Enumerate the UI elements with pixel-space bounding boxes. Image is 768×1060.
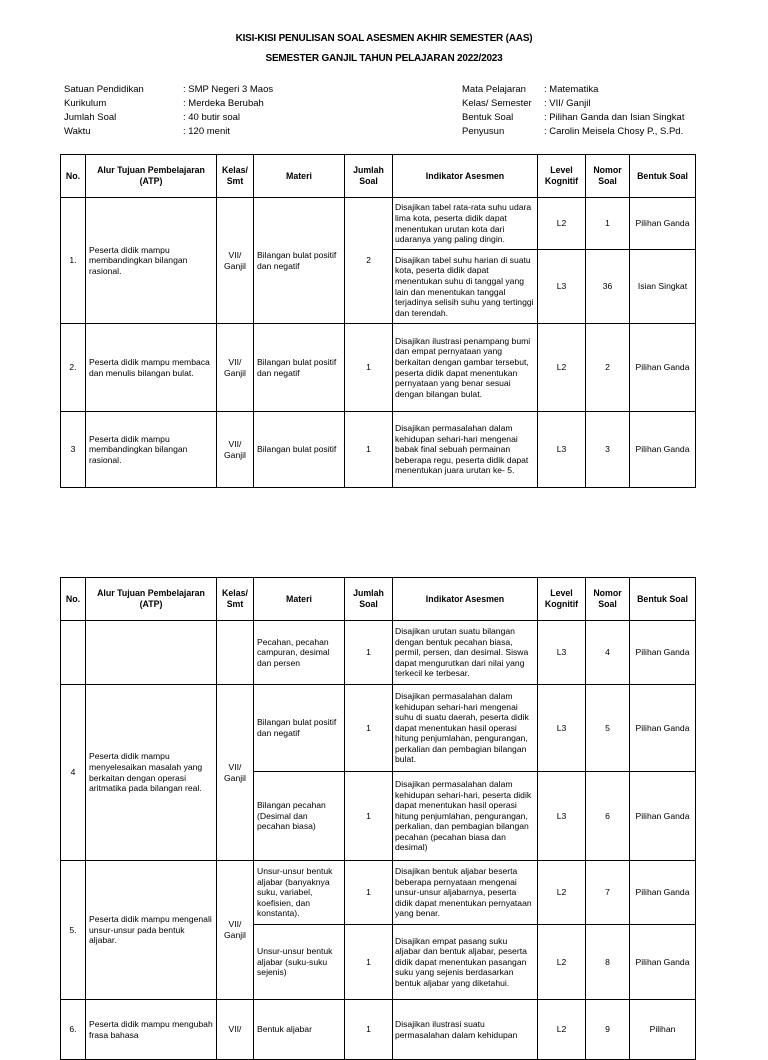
info-label: Kelas/ Semester — [462, 98, 532, 109]
cell-bentuk: Pilihan Ganda — [630, 324, 696, 412]
cell-kelas: VII/ Ganjil — [217, 861, 254, 1000]
info-row-waktu — [64, 125, 273, 139]
cell-kelas: VII/ Ganjil — [217, 685, 254, 861]
cell-materi: Bilangan bulat positif dan negatif — [254, 324, 345, 412]
kisi-table-page-1 — [60, 154, 696, 488]
cell-atp — [86, 621, 217, 685]
cell-materi: Bilangan bulat positif dan negatif — [254, 685, 345, 772]
cell-indikator: Disajikan ilustrasi penampang bumi dan empat pernyataan yang berkaitan dengan gambar tersebut, peserta didik dapat menentukan pernyataan yang benar sesuai dengan bilangan bulat. — [393, 324, 538, 412]
col-header-atp: Alur Tujuan Pembelajaran (ATP) — [86, 155, 217, 198]
cell-atp: Peserta didik mampu mengubah frasa bahasa — [86, 1000, 217, 1060]
col-header-bentuk: Bentuk Soal — [630, 578, 696, 621]
info-label: Jumlah Soal — [64, 112, 117, 123]
cell-level: L3 — [538, 685, 586, 772]
info-value: : SMP Negeri 3 Maos — [183, 84, 274, 95]
cell-bentuk: Pilihan Ganda — [630, 861, 696, 925]
info-value: : Merdeka Berubah — [183, 98, 264, 109]
info-row-bentuk — [462, 111, 684, 125]
cell-level: L3 — [538, 412, 586, 488]
col-header-no: No. — [61, 578, 86, 621]
col-header-level: Level Kognitif — [538, 578, 586, 621]
col-header-atp: Alur Tujuan Pembelajaran (ATP) — [86, 578, 217, 621]
col-header-level: Level Kognitif — [538, 155, 586, 198]
cell-materi: Unsur-unsur bentuk aljabar (banyaknya suku, variabel, koefisien, dan konstanta). — [254, 861, 345, 925]
cell-atp: Peserta didik mampu menyelesaikan masalah yang berkaitan dengan operasi aritmatika pada bilangan real. — [86, 685, 217, 861]
cell-level: L3 — [538, 772, 586, 861]
cell-level: L2 — [538, 1000, 586, 1060]
cell-nomor: 1 — [586, 198, 630, 250]
info-row-satuan — [64, 83, 273, 97]
table-header-row — [61, 155, 696, 198]
col-header-materi: Materi — [254, 155, 345, 198]
cell-no: 2. — [61, 324, 86, 412]
cell-nomor: 8 — [586, 925, 630, 1000]
cell-atp: Peserta didik mampu mengenali unsur-unsur pada bentuk aljabar. — [86, 861, 217, 1000]
table-row — [61, 861, 696, 925]
document-subtitle: SEMESTER GANJIL TAHUN PELAJARAN 2022/2023 — [265, 53, 503, 64]
info-label: Waktu — [64, 126, 91, 137]
cell-materi: Bentuk aljabar — [254, 1000, 345, 1060]
cell-jumlah: 1 — [345, 324, 393, 412]
cell-nomor: 36 — [586, 250, 630, 324]
cell-indikator: Disajikan urutan suatu bilangan dengan bentuk pecahan biasa, permil, persen, dan desimal. Siswa dapat mengurutkan dari nilai yang terkecil ke terbesar. — [393, 621, 538, 685]
cell-no: 4 — [61, 685, 86, 861]
cell-bentuk: Pilihan Ganda — [630, 621, 696, 685]
cell-indikator: Disajikan tabel suhu harian di suatu kota, peserta didik dapat menentukan suhu di tanggal yang lain dan menentukan tanggal terjadinya selisih suhu yang tertinggi dan terendah. — [393, 250, 538, 324]
cell-jumlah: 1 — [345, 772, 393, 861]
cell-bentuk: Pilihan Ganda — [630, 772, 696, 861]
info-label: Penyusun — [462, 126, 505, 137]
cell-bentuk: Pilihan Ganda — [630, 412, 696, 488]
info-value: : VII/ Ganjil — [544, 98, 591, 109]
cell-jumlah: 1 — [345, 861, 393, 925]
identity-info-left — [64, 83, 273, 139]
cell-materi: Unsur-unsur bentuk aljabar (suku-suku sejenis) — [254, 925, 345, 1000]
col-header-nomor: Nomor Soal — [586, 578, 630, 621]
cell-atp: Peserta didik mampu membaca dan menulis bilangan bulat. — [86, 324, 217, 412]
cell-indikator: Disajikan tabel rata-rata suhu udara lima kota, peserta didik dapat menentukan urutan kota dari udaranya yang paling dingin. — [393, 198, 538, 250]
col-header-indikator: Indikator Asesmen — [393, 155, 538, 198]
cell-jumlah: 1 — [345, 685, 393, 772]
info-label: Kurikulum — [64, 98, 107, 109]
cell-jumlah: 1 — [345, 1000, 393, 1060]
cell-no: 1. — [61, 198, 86, 324]
col-header-jumlah: Jumlah Soal — [345, 578, 393, 621]
cell-materi: Bilangan bulat positif dan negatif — [254, 198, 345, 324]
cell-no: 3 — [61, 412, 86, 488]
cell-nomor: 9 — [586, 1000, 630, 1060]
info-value: : Pilihan Ganda dan Isian Singkat — [544, 112, 685, 123]
table-row — [61, 621, 696, 685]
table-row — [61, 412, 696, 488]
cell-atp: Peserta didik mampu membandingkan bilangan rasional. — [86, 412, 217, 488]
cell-kelas — [217, 621, 254, 685]
col-header-kelas: Kelas/ Smt — [217, 578, 254, 621]
col-header-no: No. — [61, 155, 86, 198]
info-value: : 120 menit — [183, 126, 230, 137]
info-label: Satuan Pendidikan — [64, 84, 144, 95]
cell-indikator: Disajikan permasalahan dalam kehidupan sehari-hari mengenai babak final sebuah permainan beberapa regu, peserta didik dapat menentukan juara urutan ke- 5. — [393, 412, 538, 488]
info-value: : Matematika — [544, 84, 599, 95]
col-header-nomor: Nomor Soal — [586, 155, 630, 198]
cell-indikator: Disajikan ilustrasi suatu permasalahan dalam kehidupan — [393, 1000, 538, 1060]
info-row-kurikulum — [64, 97, 273, 111]
cell-jumlah: 2 — [345, 198, 393, 324]
col-header-indikator: Indikator Asesmen — [393, 578, 538, 621]
cell-bentuk: Pilihan — [630, 1000, 696, 1060]
cell-nomor: 7 — [586, 861, 630, 925]
cell-level: L3 — [538, 250, 586, 324]
cell-jumlah: 1 — [345, 621, 393, 685]
cell-level: L2 — [538, 861, 586, 925]
cell-bentuk: Pilihan Ganda — [630, 685, 696, 772]
cell-nomor: 6 — [586, 772, 630, 861]
info-value: : Carolin Meisela Chosy P., S.Pd. — [544, 126, 684, 137]
cell-jumlah: 1 — [345, 412, 393, 488]
identity-info-right — [462, 83, 684, 139]
cell-level: L3 — [538, 621, 586, 685]
info-row-jumlah-soal — [64, 111, 273, 125]
cell-bentuk: Pilihan Ganda — [630, 925, 696, 1000]
table-row — [61, 685, 696, 772]
table-header-row — [61, 578, 696, 621]
table-row — [61, 198, 696, 250]
cell-level: L2 — [538, 324, 586, 412]
cell-materi: Bilangan bulat positif — [254, 412, 345, 488]
cell-indikator: Disajikan permasalahan dalam kehidupan sehari-hari mengenai suhu di suatu daerah, peserta didik dapat menentukan hasil operasi hitung penjumlahan, pengurangan, perkalian dan pembagian bilangan bulat. — [393, 685, 538, 772]
cell-indikator: Disajikan bentuk aljabar beserta beberapa pernyataan mengenai unsur-unsur aljabarnya, peserta didik dapat menentukan pernyataan yang benar. — [393, 861, 538, 925]
cell-atp: Peserta didik mampu membandingkan bilangan rasional. — [86, 198, 217, 324]
col-header-bentuk: Bentuk Soal — [630, 155, 696, 198]
cell-nomor: 5 — [586, 685, 630, 772]
cell-materi: Pecahan, pecahan campuran, desimal dan persen — [254, 621, 345, 685]
col-header-jumlah: Jumlah Soal — [345, 155, 393, 198]
info-value: : 40 butir soal — [183, 112, 241, 123]
cell-kelas: VII/ — [217, 1000, 254, 1060]
info-label: Mata Pelajaran — [462, 84, 526, 95]
info-row-kelas — [462, 97, 684, 111]
cell-no: 5. — [61, 861, 86, 1000]
cell-level: L2 — [538, 198, 586, 250]
cell-nomor: 4 — [586, 621, 630, 685]
cell-no: 6. — [61, 1000, 86, 1060]
cell-materi: Bilangan pecahan (Desimal dan pecahan biasa) — [254, 772, 345, 861]
document-title: KISI-KISI PENULISAN SOAL ASESMEN AKHIR SEMESTER (AAS) — [235, 33, 533, 44]
cell-jumlah: 1 — [345, 925, 393, 1000]
col-header-kelas: Kelas/ Smt — [217, 155, 254, 198]
cell-kelas: VII/ Ganjil — [217, 198, 254, 324]
cell-kelas: VII/ Ganjil — [217, 324, 254, 412]
col-header-materi: Materi — [254, 578, 345, 621]
cell-bentuk: Pilihan Ganda — [630, 198, 696, 250]
cell-nomor: 3 — [586, 412, 630, 488]
info-row-penyusun — [462, 125, 684, 139]
cell-nomor: 2 — [586, 324, 630, 412]
table-row — [61, 324, 696, 412]
table-row — [61, 1000, 696, 1060]
cell-indikator: Disajikan permasalahan dalam kehidupan sehari-hari, peserta didik dapat menentukan hasil operasi hitung penjumlahan, pengurangan, perkalian, dan pembagian bilangan pecahan (pecahan biasa dan desimal) — [393, 772, 538, 861]
cell-kelas: VII/ Ganjil — [217, 412, 254, 488]
cell-bentuk: Isian Singkat — [630, 250, 696, 324]
cell-indikator: Disajikan empat pasang suku aljabar dan bentuk aljabar, peserta didik dapat menentukan pasangan suku yang sejenis berdasarkan bentuk aljabar yang diketahui. — [393, 925, 538, 1000]
info-label: Bentuk Soal — [462, 112, 514, 123]
kisi-table-page-2 — [60, 577, 696, 1060]
cell-no — [61, 621, 86, 685]
cell-level: L2 — [538, 925, 586, 1000]
info-row-mapel — [462, 83, 684, 97]
